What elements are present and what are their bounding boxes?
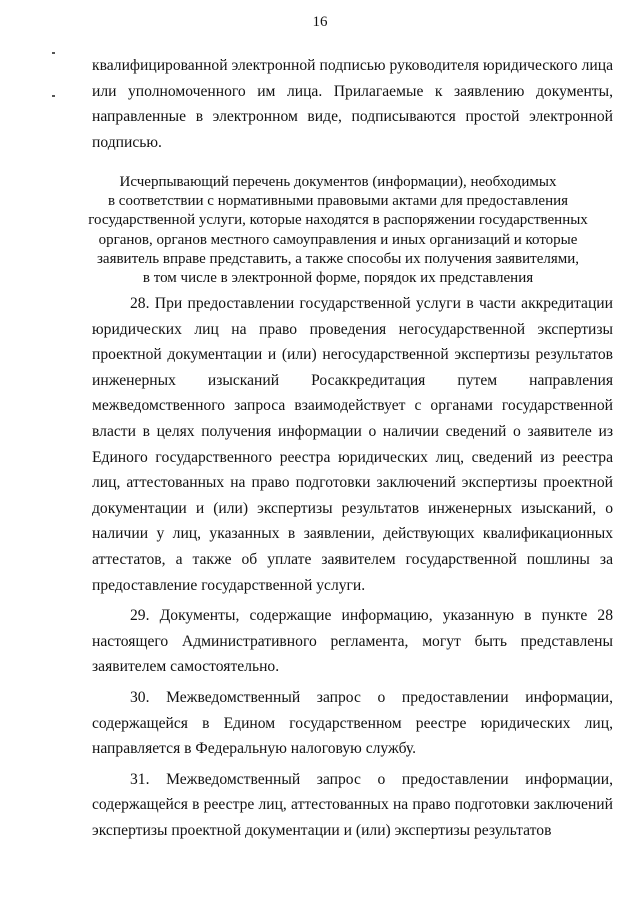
margin-mark-top [52, 52, 55, 54]
section-heading-line: в том числе в электронной форме, порядок их представления [142, 270, 534, 287]
body-text-top [92, 53, 613, 155]
section-heading-line: заявитель вправе представить, а также способы их получения заявителями, [96, 250, 580, 267]
section-heading-line: органов, органов местного самоуправления и иных организаций и которые [98, 231, 578, 248]
section-heading-line: Исчерпывающий перечень документов (информации), необходимых [119, 174, 557, 190]
margin-mark-bottom [52, 95, 55, 97]
section-heading-line: государственной услуги, которые находятся в распоряжении государственных [88, 212, 588, 229]
section-heading [88, 173, 588, 288]
paragraph-30: 30. Межведомственный запрос о предоставлении информации, содержащейся в Едином государственном реестре юридических лиц, направляется в Федеральную налоговую службу. [92, 688, 613, 758]
page-number: 16 [312, 14, 328, 30]
intro-paragraph: квалифицированной электронной подписью руководителя юридического лица или уполномоченного им лица. Прилагаемые к заявлению документы, направленные в электронном виде, подписываются простой электронной подписью. [92, 57, 613, 151]
paragraph-31: 31. Межведомственный запрос о предоставлении информации, содержащейся в реестре лиц, аттестованных на право подготовки заключений экспертизы проектной документации и (или) экспертизы результатов [92, 770, 613, 839]
section-heading-line: в соответствии с нормативными правовыми актами для предоставления [107, 193, 569, 210]
body-text-main [92, 291, 613, 843]
paragraph-28: 28. При предоставлении государственной услуги в части аккредитации юридических лиц на право проведения негосударственной экспертизы проектной документации и (или) негосударственной экспертизы результатов инженерных изысканий Росаккредитация путем направления межведомственного запроса взаимодействует с органами государственной власти в целях получения информации о наличии сведений о заявителе из Единого государственного реестра юридических лиц, сведений из реестра лиц, аттестованных на право подготовки заключений экспертизы проектной документации и (или) экспертизы результатов инженерных изысканий, о наличии у лиц, указанных в заявлении, действующих квалификационных аттестатов, а также об уплате заявителем государственной пошлины за предоставление государственной услуги. [92, 295, 613, 594]
paragraph-29: 29. Документы, содержащие информацию, указанную в пункте 28 настоящего Административного регламента, могут быть представлены заявителем самостоятельно. [92, 607, 613, 676]
